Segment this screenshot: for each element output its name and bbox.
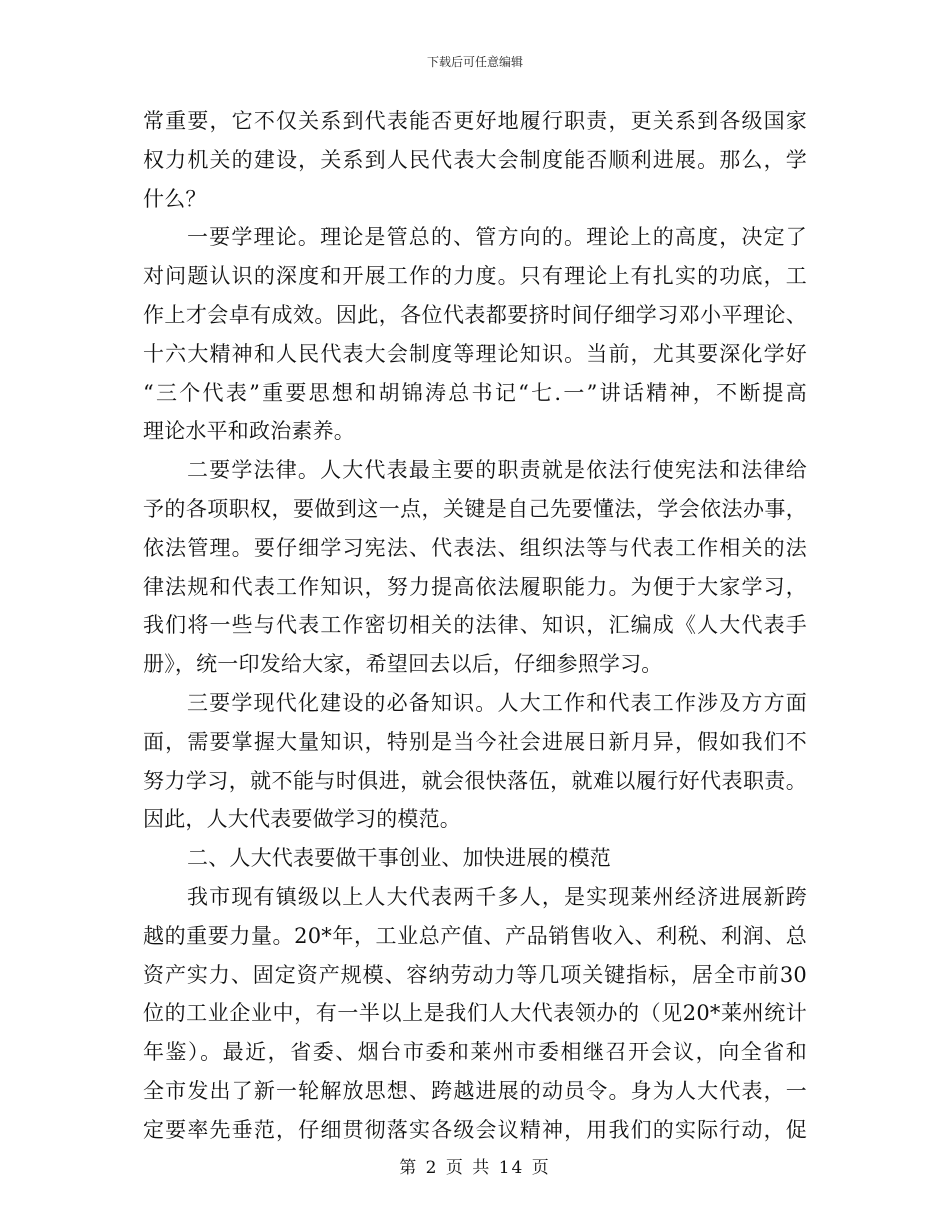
text-line: 我们将一些与代表工作密切相关的法律、知识，汇编成《人大代表手: [143, 613, 807, 638]
text-line: 什么？: [143, 186, 207, 211]
section-heading: 二、人大代表要做干事创业、加快进展的模范: [187, 846, 611, 871]
text-line: 理论水平和政治素养。: [143, 419, 355, 444]
text-line: 年鉴）。最近，省委、烟台市委和莱州市委相继召开会议，向全省和: [143, 1040, 807, 1065]
page-footer: 第 2 页 共 14 页: [399, 1158, 551, 1178]
text-line: 努力学习，就不能与时俱进，就会很快落伍，就难以履行好代表职责。: [143, 768, 807, 793]
text-line: 越的重要力量。20*年，工业总产值、产品销售收入、利税、利润、总: [143, 923, 807, 948]
text-line: 常重要，它不仅关系到代表能否更好地履行职责，更关系到各级国家: [143, 109, 807, 133]
text-line: 作上才会卓有成效。因此，各位代表都要挤时间仔细学习邓小平理论、: [143, 302, 807, 327]
text-line: “三个代表”重要思想和胡锦涛总书记“七.一”讲话精神，不断提高: [143, 380, 807, 405]
text-line: 因此，人大代表要做学习的模范。: [143, 807, 461, 832]
text-line: 资产实力、固定资产规模、容纳劳动力等几项关键指标，居全市前30: [143, 962, 807, 987]
text-line: 三要学现代化建设的必备知识。人大工作和代表工作涉及方方面: [187, 690, 807, 715]
text-line: 律法规和代表工作知识，努力提高依法履职能力。为便于大家学习，: [143, 574, 807, 599]
text-line: 位的工业企业中，有一半以上是我们人大代表领办的（见20*莱州统计: [143, 1001, 807, 1026]
text-line: 十六大精神和人民代表大会制度等理论知识。当前，尤其要深化学好: [143, 341, 807, 366]
text-line: 一要学理论。理论是管总的、管方向的。理论上的高度，决定了: [187, 225, 807, 250]
page-header: 下载后可任意编辑: [426, 55, 523, 69]
text-line: 全市发出了新一轮解放思想、跨越进展的动员令。身为人大代表，一: [143, 1078, 807, 1103]
text-line: 定要率先垂范，仔细贯彻落实各级会议精神，用我们的实际行动，促: [143, 1117, 807, 1142]
text-line: 二要学法律。人大代表最主要的职责就是依法行使宪法和法律给: [187, 458, 807, 483]
text-line: 予的各项职权，要做到这一点，关键是自己先要懂法，学会依法办事，: [143, 496, 807, 521]
document-body: [143, 102, 807, 1150]
text-line: 依法管理。要仔细学习宪法、代表法、组织法等与代表工作相关的法: [143, 535, 807, 560]
text-line: 权力机关的建设，关系到人民代表大会制度能否顺利进展。那么，学: [143, 147, 807, 172]
text-line: 面，需要掌握大量知识，特别是当今社会进展日新月异，假如我们不: [143, 729, 807, 754]
text-line: 对问题认识的深度和开展工作的力度。只有理论上有扎实的功底，工: [143, 264, 807, 289]
text-line: 我市现有镇级以上人大代表两千多人，是实现莱州经济进展新跨: [187, 884, 807, 909]
text-line: 册》，统一印发给大家，希望回去以后，仔细参照学习。: [143, 652, 663, 677]
